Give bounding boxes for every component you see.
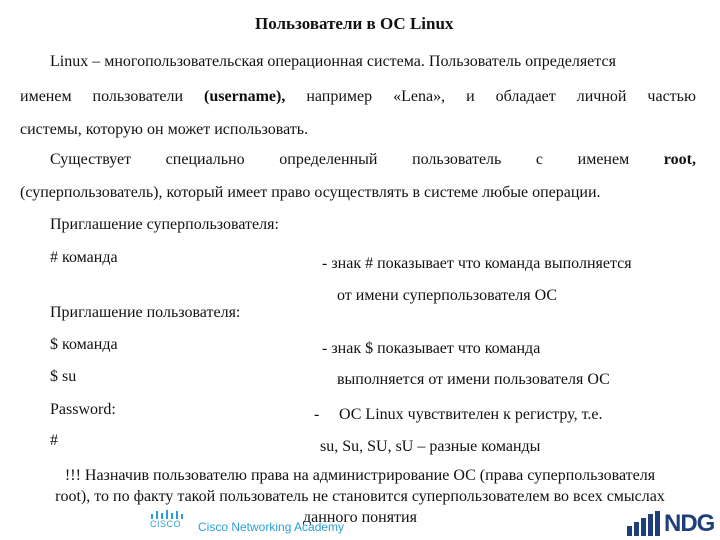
word: «Lena», [393, 88, 446, 105]
intro-line-1: Linux – многопользовательская операционная система. Пользователь определяется [50, 53, 616, 70]
username-term: (username), [204, 88, 286, 105]
superuser-prompt-label: Приглашение суперпользователя: [50, 216, 279, 233]
intro-line-2 [20, 87, 696, 107]
word: например [306, 88, 373, 105]
root-term: root, [663, 151, 696, 168]
dollar-command: $ команда [50, 336, 118, 353]
word: пользователь [412, 151, 502, 168]
cisco-wordmark: CISCO [150, 519, 182, 529]
intro-line-3: системы, которую он может использовать. [20, 121, 309, 138]
hash-prompt: # [50, 432, 58, 449]
word: специально [165, 151, 245, 168]
word: частью [647, 88, 696, 105]
warning-line-3: данного понятия [303, 509, 417, 526]
case-note-1: ОС Linux чувствителен к регистру, т.е. [339, 406, 603, 423]
word: обладает [495, 88, 556, 105]
ndg-wordmark: NDG [664, 510, 715, 537]
word: именем [577, 151, 630, 168]
case-note-2: su, Su, SU, sU – разные команды [320, 438, 541, 455]
word: Существует [50, 151, 132, 168]
hash-command: # команда [50, 249, 118, 266]
dollar-note-1: - знак $ показывает что команда [322, 340, 541, 357]
password-prompt: Password: [50, 401, 116, 418]
word: и [466, 88, 475, 105]
root-line-1 [50, 150, 696, 170]
word: личной [576, 88, 627, 105]
case-dash: - [314, 406, 320, 423]
warning-line-1: !!! Назначив пользователю права на администрирование ОС (права суперпользователя [64, 467, 656, 484]
hash-note-2: от имени суперпользователя ОС [337, 287, 557, 304]
su-command: $ su [50, 368, 77, 385]
page-title: Пользователи в ОС Linux [255, 14, 454, 33]
warning-line-2: root), то по факту такой пользователь не становится суперпользователем во всех смыслах [55, 488, 665, 505]
word: с [535, 151, 544, 168]
ndg-logo-icon [626, 511, 662, 537]
word: пользователи [92, 88, 184, 105]
word: определенный [279, 151, 378, 168]
hash-note-1: - знак # показывает что команда выполняется [322, 255, 632, 272]
academy-text: Cisco Networking Academy [198, 520, 345, 534]
root-line-2: (суперпользователь), который имеет право осуществлять в системе любые операции. [20, 184, 601, 201]
dollar-note-2: выполняется от имени пользователя ОС [337, 371, 610, 388]
word: именем [20, 88, 72, 105]
user-prompt-label: Приглашение пользователя: [50, 304, 241, 321]
